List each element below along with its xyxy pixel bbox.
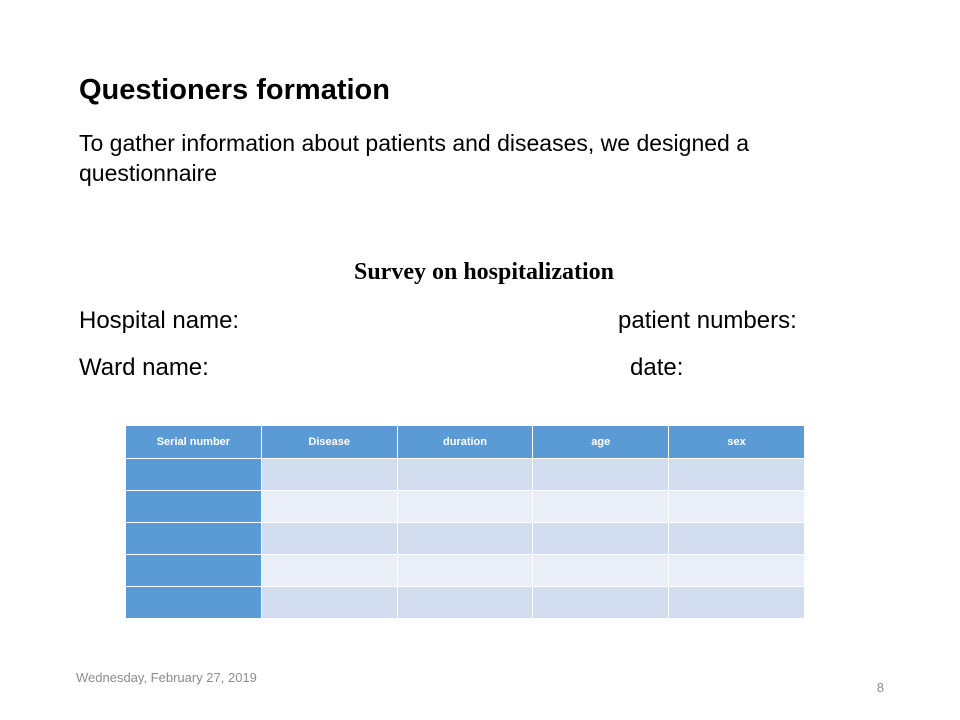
age-cell bbox=[533, 523, 669, 555]
sex-cell bbox=[669, 587, 805, 619]
table-row bbox=[126, 459, 805, 491]
header-disease: Disease bbox=[261, 426, 397, 459]
table-row bbox=[126, 587, 805, 619]
table-row bbox=[126, 491, 805, 523]
duration-cell bbox=[397, 491, 533, 523]
date-label: date: bbox=[630, 354, 684, 381]
table-row bbox=[126, 523, 805, 555]
survey-title: Survey on hospitalization bbox=[353, 259, 615, 285]
table-header-row bbox=[126, 426, 805, 459]
ward-name-label: Ward name: bbox=[79, 354, 209, 381]
serial-number-cell bbox=[126, 587, 262, 619]
footer-date: Wednesday, February 27, 2019 bbox=[76, 670, 257, 685]
disease-cell bbox=[261, 491, 397, 523]
header-age: age bbox=[533, 426, 669, 459]
sex-cell bbox=[669, 491, 805, 523]
sex-cell bbox=[669, 459, 805, 491]
hospital-name-label: Hospital name: bbox=[79, 307, 240, 334]
duration-cell bbox=[397, 459, 533, 491]
duration-cell bbox=[397, 555, 533, 587]
disease-cell bbox=[261, 587, 397, 619]
header-serial-number: Serial number bbox=[126, 426, 262, 459]
disease-cell bbox=[261, 523, 397, 555]
sex-cell bbox=[669, 555, 805, 587]
age-cell bbox=[533, 555, 669, 587]
sex-cell bbox=[669, 523, 805, 555]
serial-number-cell bbox=[126, 555, 262, 587]
age-cell bbox=[533, 459, 669, 491]
survey-table bbox=[125, 425, 805, 619]
table-row bbox=[126, 555, 805, 587]
intro-text: To gather information about patients and diseases, we designed a questionnaire bbox=[79, 130, 749, 186]
disease-cell bbox=[261, 555, 397, 587]
slide-title: Questioners formation bbox=[79, 74, 390, 106]
disease-cell bbox=[261, 459, 397, 491]
serial-number-cell bbox=[126, 459, 262, 491]
patient-numbers-label: patient numbers: bbox=[618, 307, 797, 334]
page-number: 8 bbox=[876, 680, 884, 695]
age-cell bbox=[533, 491, 669, 523]
serial-number-cell bbox=[126, 491, 262, 523]
age-cell bbox=[533, 587, 669, 619]
duration-cell bbox=[397, 587, 533, 619]
serial-number-cell bbox=[126, 523, 262, 555]
header-duration: duration bbox=[397, 426, 533, 459]
duration-cell bbox=[397, 523, 533, 555]
header-sex: sex bbox=[669, 426, 805, 459]
